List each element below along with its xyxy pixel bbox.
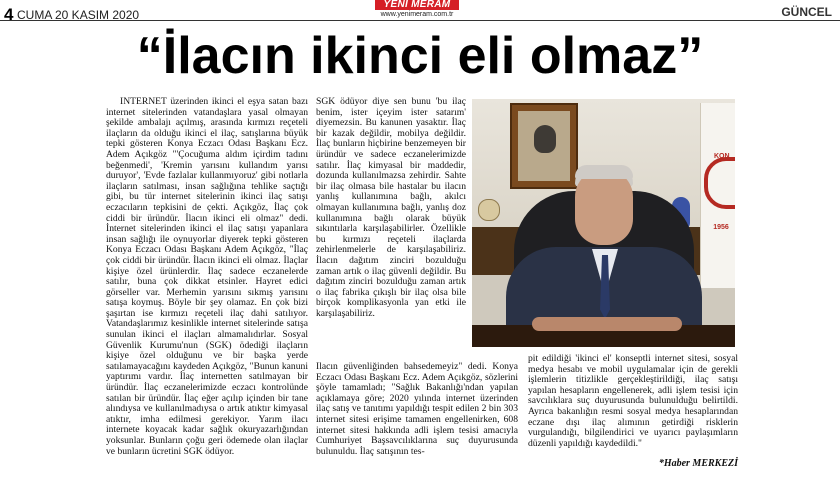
article-paragraph: İlacın güvenliğinden bahsedemeyiz" dedi. Konya Eczacı Odası Başkanı Ecz. Adem Açıkgöz, sözlerini şöyle tamamladı; "Sağlık Bakanlığı'ndan yapılan açıklamaya göre; 2020 yılında internet üzerinden ilaç satış ve tanıtımı yapıldığı tespit edilen 2 bin 303 internet sitesi erişime tamamen engellenirken, 608 internet sitesi hakkında adli işlem tesisi amacıyla Cumhuriyet Başsavcılıklarına suç duyurusunda bulunuldu. İlaç satışının tes- <box>316 362 518 457</box>
article-column-2-continued <box>316 362 518 472</box>
portrait-frame <box>510 103 578 189</box>
section-name: GÜNCEL <box>781 5 832 19</box>
article-column-1 <box>106 97 308 477</box>
person-hairline <box>575 165 633 179</box>
article-byline: *Haber MERKEZİ <box>658 458 738 469</box>
newspaper-logo <box>375 0 459 10</box>
flag-text: KON <box>714 153 730 160</box>
decorative-plate <box>478 199 500 221</box>
article-column-3 <box>528 354 738 464</box>
article-paragraph: pit edildiği 'ikinci el' konseptli internet sitesi, sosyal medya hesabı ve mobil uygulamalar için de gerekli işlemlerin titizlikle gerçekleştirildiği, ilaç satışı yapılan hesapların engellenerek, adli işlem tesisi için savcılıklara suç duyurusunda bulunulduğu belirtildi. Ayrıca bakanlığın resmi sosyal medya hesaplarından eczane dışı ilaç alımının getirdiği risklerin vurgulandığı, bilgilendirici ve uyarıcı paylaşımların düzenli yapıldığı kaydedildi." <box>528 354 738 449</box>
article-paragraph: SGK ödüyor diye sen bunu 'bu ilaç benim, ister içeyim ister satarım' diyemezsin. Bu kanunen yasaktır. İlaç bir kazak değildir, mobilya değildir. İlaç bunların hiçbirine benzemeyen bir üründür ve sadece eczanelerimizde satılır. İlaç kimyasal bir maddedir, dozunda kullanılmazsa zehirdir. Sahte bir ilaç olmasa bile hastalar bu ilacın yanlış kullanımına bağlı, akılcı olmayan kullanımına bağlı, yanlış doz kullanımına bağlı olarak büyük sıkıntılarla karşılaşabilirler. Özellikle bu kırmızı reçeteli ilaçlarda zehirlenmelerle de karşılaşabiliriz. İlacın dağıtım zinciri bozulduğu zaman artık o ilaç güvenli değildir. Bu dağıtım zinciri bozulduğu zaman artık o ilaç fabrika çıkışlı bir ilaç olsa bile birçok komplikasyonla yan etki ile karşılaşabiliriz. <box>316 97 466 319</box>
logo-text: YENİ MERAM <box>383 0 451 10</box>
portrait-canvas <box>518 111 570 181</box>
page-number: 4 <box>4 5 14 24</box>
article-column-2 <box>316 97 466 362</box>
article-headline: “İlacın ikinci eli olmaz” <box>136 27 704 85</box>
person-hands <box>532 317 682 331</box>
website-url[interactable]: www.yenimeram.com.tr <box>380 11 454 18</box>
article-paragraph: INTERNET üzerinden ikinci el eşya satan bazı internet sitelerinden vatandaşlara yasal olmayan şekilde ambalajı açılmış, arasında kırmızı reçeteli ilaçların da olduğu ikinci el ilaç, satışlarına büyük tepki gösteren Konya Eczacı Odası Başkanı Ecz. Adem Açıkgöz "'Çocuğuma aldım içirdim tadını beğenmedi', 'Kremin yarısını kullandım yarısı duruyor', 'Evde fazlalar kullanmıyoruz' gibi notlarla ilaçların satılması, insan sağlığına tehlike saçtığı gibi, bu tür internet sitelerinin ikinci ilaç satışı eczacıların tepkisini de çekti. Açıkgöz, İlaç çok ciddi bir üründür. İlacın ikinci eli olmaz" dedi. İnternet sitelerinden ikinci el ilaç satışı yapanlara insan sağlığı ile oynuyorlar diyerek tepki gösteren Konya Eczacı Odası Başkanı Adem Açıkgöz, "İlaç çok ciddi bir üründür. İlacın ikinci eli olmaz. İlaçlar kişiye özel ürünlerdir. İlaç sadece eczanelerde satılır, buna çok dikkat etsinler. Hayret edici görseller var. Merhemin yarısını sıkmış yarısını satışa koymuş. Böyle bir şey olamaz. En çok bizi şaşırtan ise kırmızı reçeteli ilaç dahi satılıyor. Vatandaşlarımız kesinlikle internet sitelerinde satışa sunulan ikinci el ilaçları almamalıdırlar. Sosyal Güvenlik Kurumu'nun (SGK) ödediği ilaçların kişiye özel olduğunu ve bir başka yerde satılamayacağını kaydeden Açıkgöz, "Bunun kanuni yaptırımı vardır. İlaç internetten satılmayan bir üründür. İlaç eczanelerimizde eczacı kontrolünde satılan bir üründür. İlaç eğer açılıp içinden bir tane alındıysa ve kullanılmadıysa o artık atıktır kimyasal atıktır, imha edilmesi gerekiyor. Yarım ilacı internete koyacak kadar sağlık okuryazarlığından yoksunlar. Bunların çoğu geri ödemede olan ilaçlar ve bunların ücretini SGK ödüyor. <box>106 97 308 457</box>
person-head <box>575 169 633 245</box>
flag-year: 1956 <box>713 224 729 231</box>
flag-emblem <box>704 157 735 209</box>
issue-date: CUMA 20 KASIM 2020 <box>17 8 140 22</box>
portrait-figure <box>534 125 556 153</box>
article-photo <box>472 99 735 347</box>
